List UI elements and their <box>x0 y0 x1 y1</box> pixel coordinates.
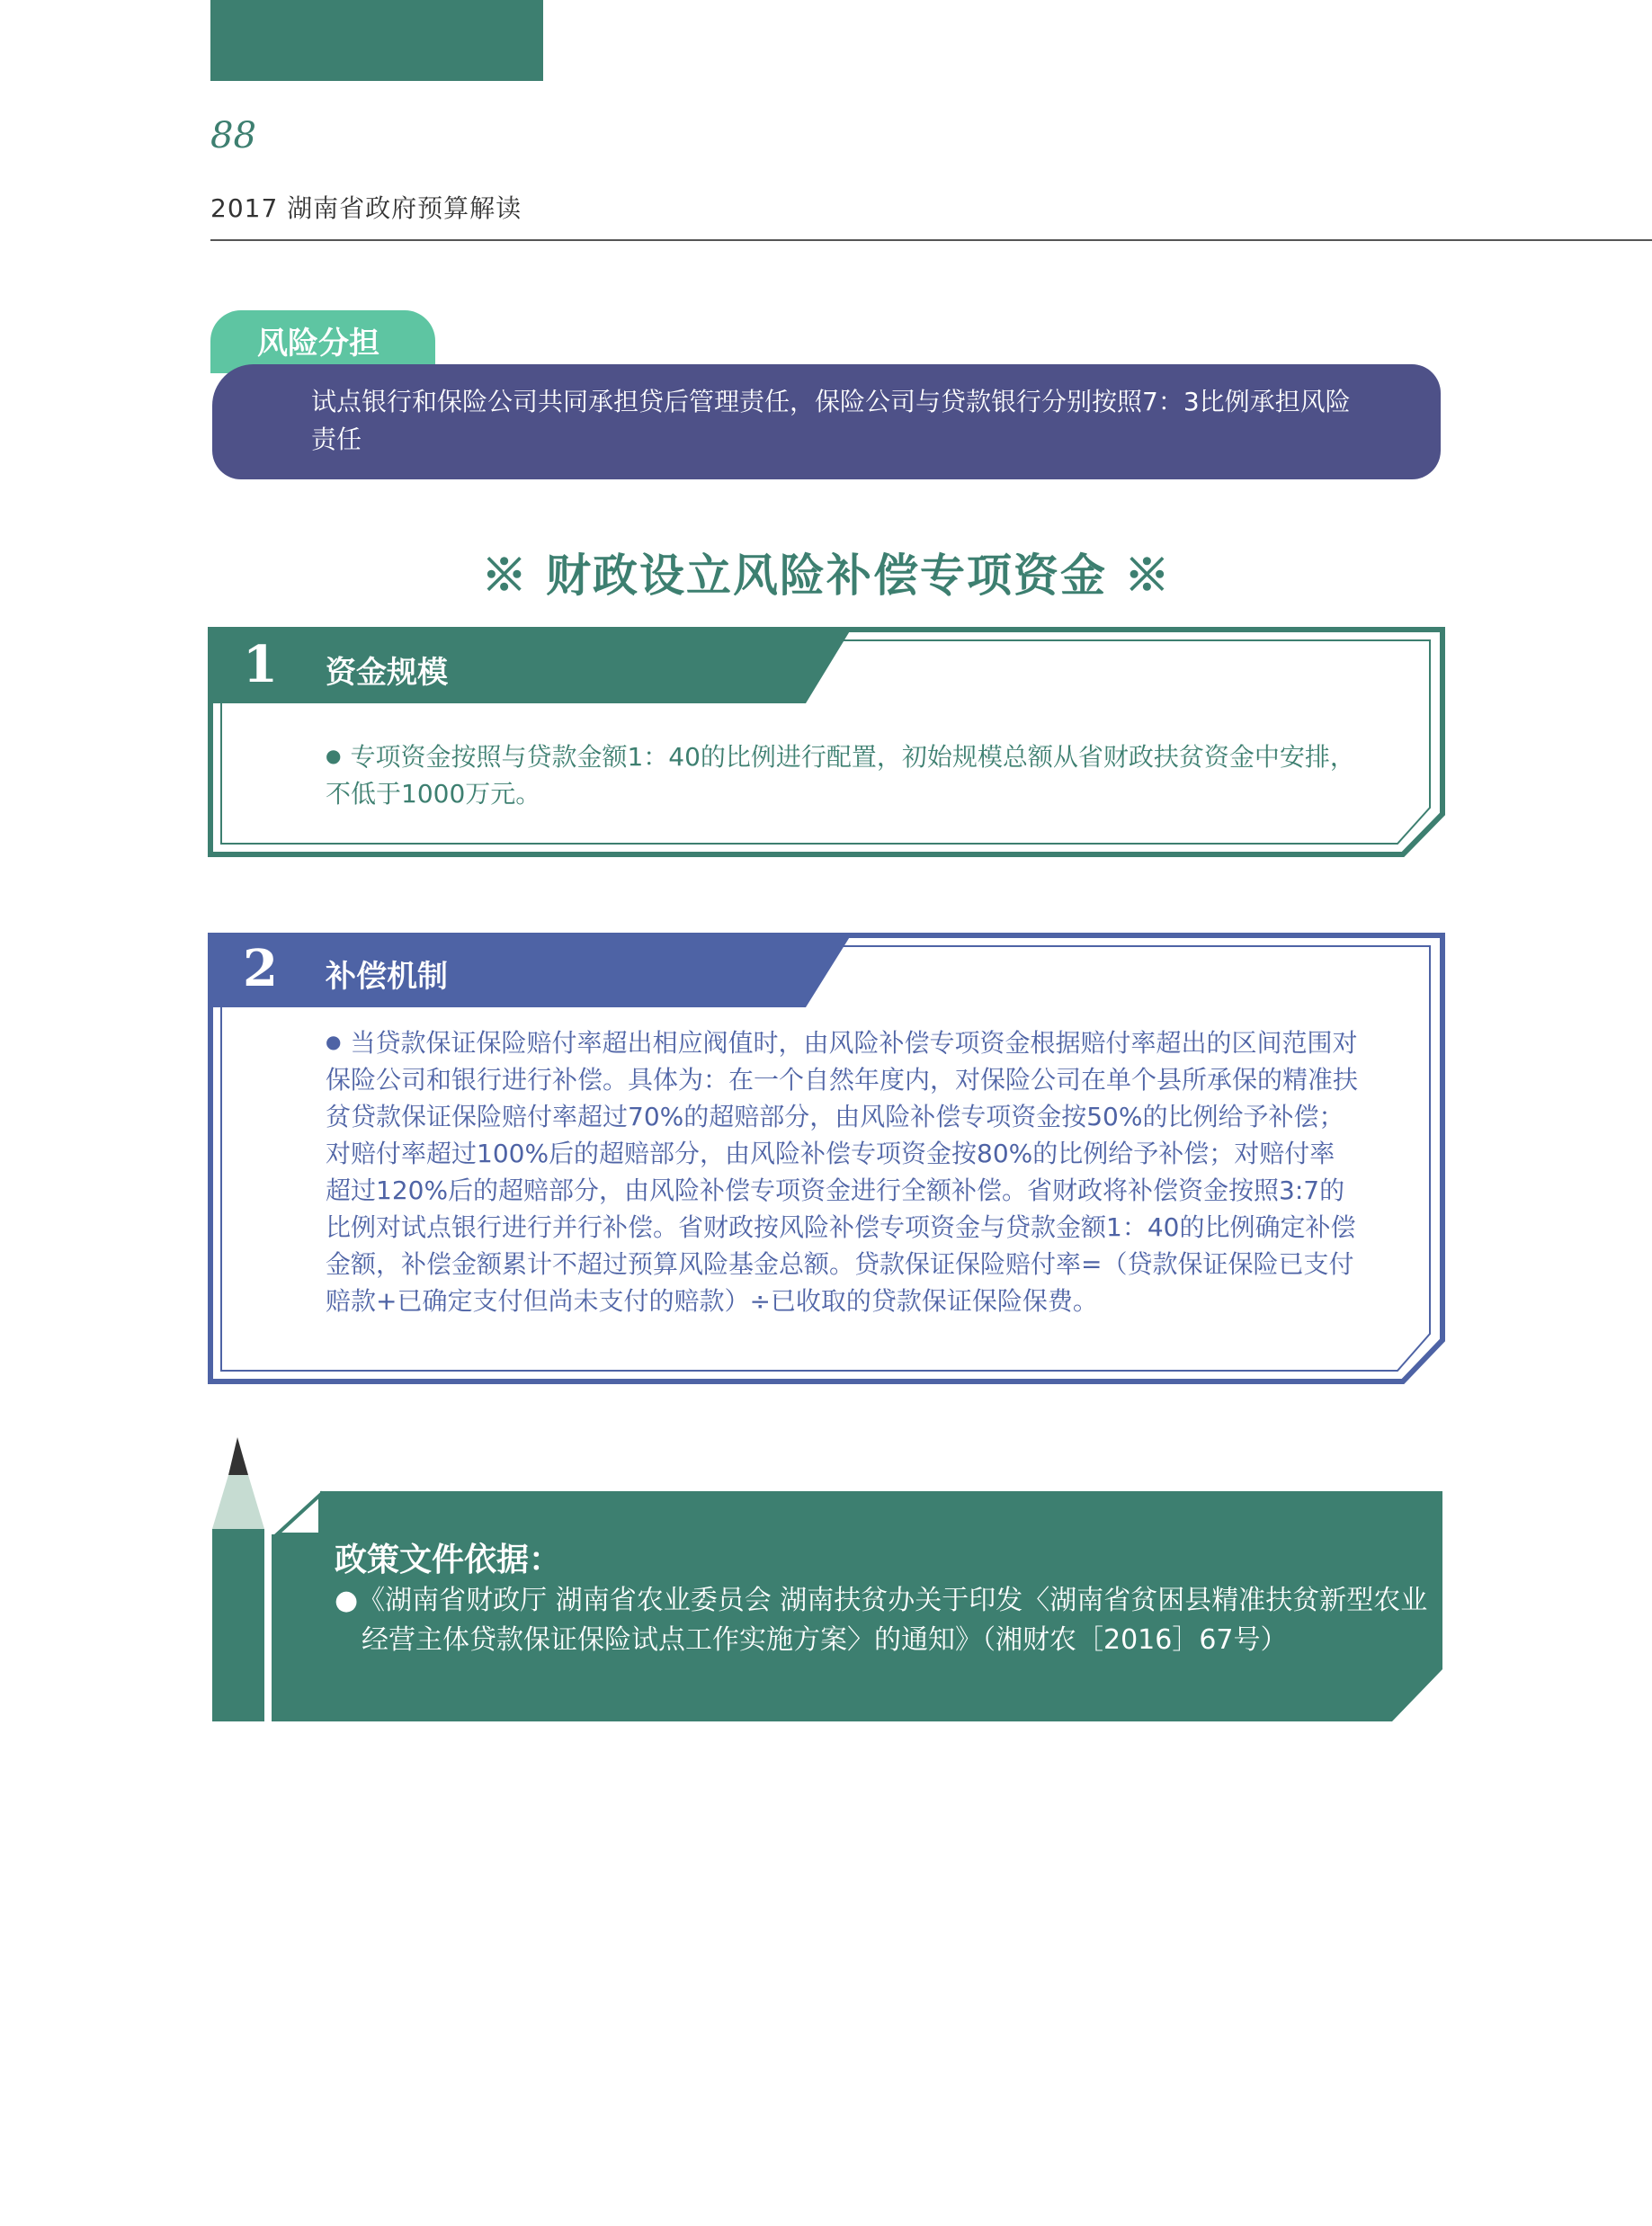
card-1-number: 1 <box>243 635 278 694</box>
risk-sharing-label: 风险分担 <box>257 326 380 362</box>
page-number: 88 <box>210 115 256 156</box>
card-1-body <box>326 738 1360 812</box>
risk-sharing-text: 试点银行和保险公司共同承担贷后管理责任，保险公司与贷款银行分别按照7：3比例承担风险责任 <box>311 387 1351 454</box>
card-2-header-band <box>210 935 851 1007</box>
card-1-header-band <box>210 630 851 703</box>
policy-text: ●《湖南省财政厅 湖南省农业委员会 湖南扶贫办关于印发〈湖南省贫困县精准扶贫新型农业经营主体贷款保证保险试点工作实施方案〉的通知》（湘财农［2016］67号） <box>335 1585 1428 1656</box>
card-2-text: 当贷款保证保险赔付率超出相应阀值时，由风险补偿专项资金根据赔付率超出的区间范围对保险公司和银行进行补偿。具体为：在一个自然年度内，对保险公司在单个县所承保的精准扶贫贷款保证保险赔付率超过70%的超赔部分，由风险补偿专项资金按50%的比例给予补偿；对赔付率超过100%后的超赔部分，由风险补偿专项资金按80%的比例给予补偿；对赔付率超过120%后的超赔部分，由风险补偿专项资金进行全额补偿。省财政将补偿资金按照3:7的比例对试点银行进行并行补偿。省财政按风险补偿专项资金与贷款金额1：40的比例确定补偿金额，补偿金额累计不超过预算风险基金总额。贷款保证保险赔付率=（贷款保证保险已支付赔款+已确定支付但尚未支付的赔款）÷已收取的贷款保证保险保费。 <box>326 1028 1359 1316</box>
card-1-title: 资金规模 <box>326 655 448 691</box>
card-2-number: 2 <box>243 939 278 998</box>
bullet-icon: ● <box>326 1031 342 1052</box>
card-2-title: 补偿机制 <box>326 959 448 995</box>
book-title: 2017 湖南省政府预算解读 <box>210 193 522 223</box>
card-2-body <box>326 1024 1360 1319</box>
section-heading: ※ 财政设立风险补偿专项资金 ※ <box>481 549 1172 602</box>
pencil-icon <box>212 1437 264 1721</box>
card-1-text: 专项资金按照与贷款金额1：40的比例进行配置，初始规模总额从省财政扶贫资金中安排，不低于1000万元。 <box>326 742 1355 809</box>
policy-title: 政策文件依据： <box>335 1542 562 1578</box>
bullet-icon: ● <box>326 745 342 766</box>
